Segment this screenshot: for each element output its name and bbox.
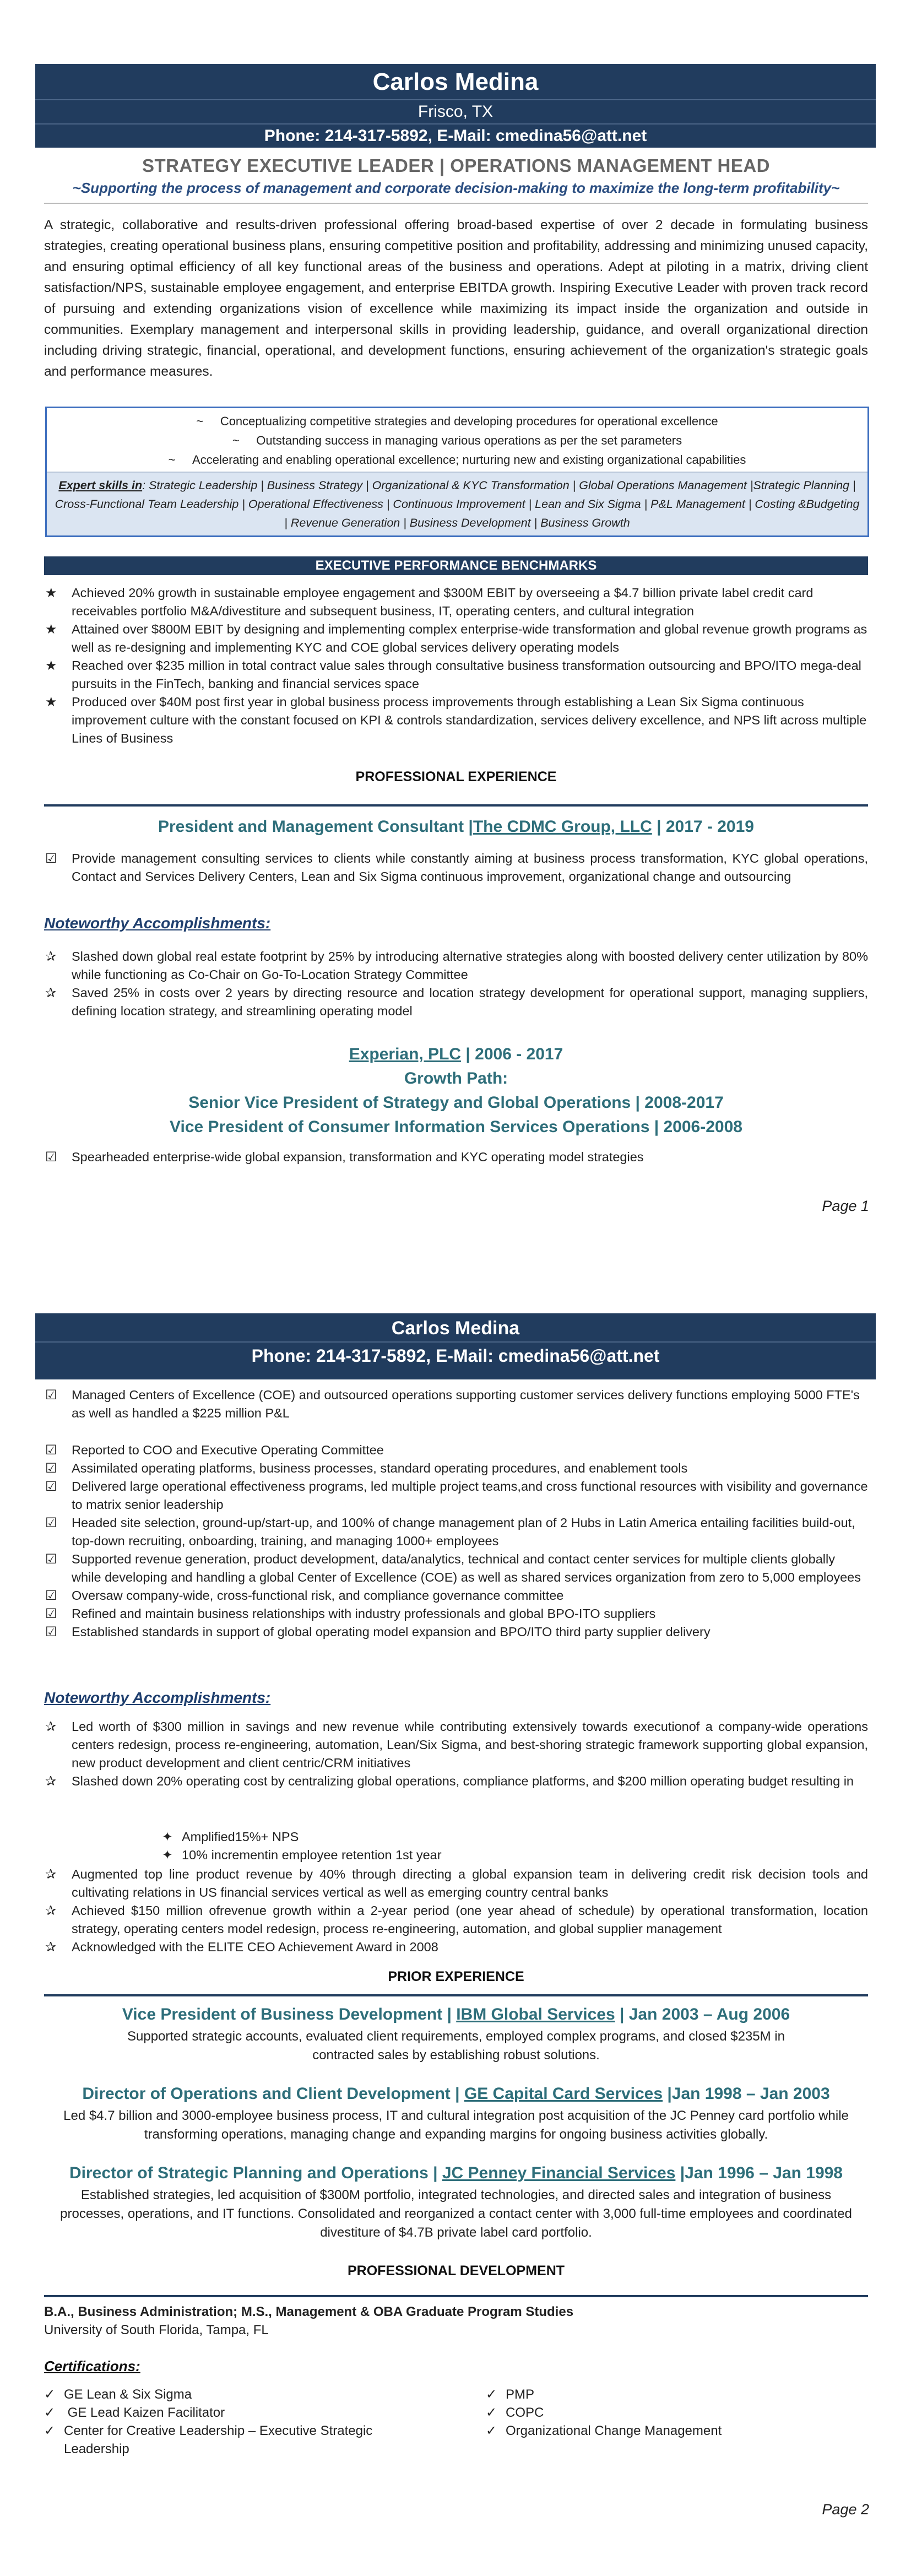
benchmark-item: ★ Attained over $800M EBIT by designing and implementing complex enterprise-wide transformation and global revenue growth programs as well as re-designing and implementing KYC and COE global services delivery operating models xyxy=(44,620,868,657)
expert-skills: Expert skills in: Strategic Leadership | Business Strategy | Organizational & KYC Transformation | Global Operations Management |Strategic Planning | Cross-Functional Team Leadership | Operational Effectiveness | Continuous Improvement | Lean and Six Sigma | P&L Management | Costing &Budgeting | Revenue Generation | Business Development | Business Growth xyxy=(47,472,867,535)
four-point-star-icon: ✦ xyxy=(162,1830,173,1844)
job1-title: President and Management Consultant |The CDMC Group, LLC | 2017 - 2019 xyxy=(158,818,754,836)
prior-role-company: JC Penney Financial Services xyxy=(442,2164,676,2182)
checkbox-icon: ☑ xyxy=(45,1150,57,1165)
job2-duties-b xyxy=(44,1441,868,1641)
candidate-name: Carlos Medina xyxy=(35,64,876,100)
job1-accomplishments xyxy=(44,948,868,1020)
sub-item: ✦ 10% incrementin employee retention 1st year xyxy=(44,1846,868,1864)
section-rule xyxy=(44,2295,868,2297)
benchmark-item: ★ Reached over $235 million in total contract value sales through consultative business transformation outsourcing and BPO/ITO mega-deal pursuits in the FinTech, banking and financial services space xyxy=(44,657,868,693)
check-icon: ✓ xyxy=(44,2387,56,2402)
growth-path: Growth Path: xyxy=(404,1069,508,1087)
prior-experience-title: PRIOR EXPERIENCE xyxy=(388,1969,524,1984)
duty-item: ☑ Headed site selection, ground-up/start-up, and 100% of change management plan of 2 Hubs in Latin America entailing facilities build-out, top-down recruiting, onboarding, training, and managing 1000+ employees xyxy=(44,1514,868,1550)
accomplishment-item: ✰ Augmented top line product revenue by 40% through directing a global expansion team in delivering credit risk decision tools and cultivating relations in US financial services vertical as well as emerging country central banks xyxy=(44,1865,868,1902)
accomplishment-item: ✰ Achieved $150 million ofrevenue growth within a 2-year period (one year ahead of schedule) by operational transformation, location strategy, operating centers model redesign, process re-engineering, automation, and global supplier management xyxy=(44,1902,868,1938)
star-outline-icon: ✰ xyxy=(45,1867,57,1882)
checkbox-icon: ☑ xyxy=(45,1625,57,1639)
star-icon: ★ xyxy=(45,622,57,637)
certs-left xyxy=(44,2385,430,2458)
checkbox-icon: ☑ xyxy=(45,1443,57,1458)
candidate-location: Frisco, TX xyxy=(35,100,876,125)
highlights-box xyxy=(45,407,869,537)
cert-item: ✓ GE Lead Kaizen Facilitator xyxy=(44,2404,430,2422)
job2-duties-a xyxy=(44,1386,868,1422)
check-icon: ✓ xyxy=(486,2387,497,2402)
prior-role-2 xyxy=(44,2085,868,2144)
checkbox-icon: ☑ xyxy=(45,1479,57,1494)
prior-role-1 xyxy=(44,2005,868,2065)
divider xyxy=(44,203,868,204)
checkbox-icon: ☑ xyxy=(45,1516,57,1530)
cert-item: ✓ GE Lean & Six Sigma xyxy=(44,2385,430,2404)
expert-skills-label: Expert skills in xyxy=(58,479,143,492)
checkbox-icon: ☑ xyxy=(45,1606,57,1621)
duty-item: ☑ Delivered large operational effectiveness programs, led multiple project teams,and cross functional resources with visibility and governance to matrix senior leadership xyxy=(44,1478,868,1514)
duty-item: ☑ Spearheaded enterprise-wide global expansion, transformation and KYC operating model strategies xyxy=(44,1148,868,1166)
prior-role-3 xyxy=(44,2164,868,2242)
header-band xyxy=(35,1313,876,1379)
star-icon: ★ xyxy=(45,658,57,673)
star-outline-icon: ✰ xyxy=(45,986,57,1000)
check-icon: ✓ xyxy=(486,2423,497,2438)
checkbox-icon: ☑ xyxy=(45,1461,57,1476)
education xyxy=(44,2303,868,2339)
prior-role-title: Director of Operations and Client Development | GE Capital Card Services |Jan 1998 – Jan 2003 xyxy=(82,2085,830,2103)
cert-item: ✓ PMP xyxy=(486,2385,816,2404)
header-band xyxy=(35,64,876,148)
benchmarks-title: EXECUTIVE PERFORMANCE BENCHMARKS xyxy=(44,556,868,575)
job2-role-1: Senior Vice President of Strategy and Global Operations | 2008-2017 xyxy=(188,1094,724,1112)
star-icon: ★ xyxy=(45,695,57,710)
star-outline-icon: ✰ xyxy=(45,1774,57,1789)
cert-item: ✓ Organizational Change Management xyxy=(486,2422,816,2440)
check-icon: ✓ xyxy=(44,2423,56,2438)
sub-item: ✦ Amplified15%+ NPS xyxy=(44,1828,868,1846)
section-rule xyxy=(44,804,868,807)
resume-page-1 xyxy=(0,0,911,1262)
check-icon: ✓ xyxy=(44,2405,56,2420)
job2-company: Experian, PLC xyxy=(349,1045,462,1063)
experience-title: PROFESSIONAL EXPERIENCE xyxy=(355,769,557,784)
job2-block xyxy=(44,1042,868,1139)
job2-company-line: Experian, PLC | 2006 - 2017 xyxy=(349,1045,563,1063)
star-outline-icon: ✰ xyxy=(45,1719,57,1734)
page-number: Page 1 xyxy=(822,1198,869,1214)
prior-role-title: Vice President of Business Development | IBM Global Services | Jan 2003 – Aug 2006 xyxy=(122,2005,790,2023)
highlight-item: ~ Accelerating and enabling operational excellence; nurturing new and existing organizational capabilities xyxy=(168,453,746,467)
headline: STRATEGY EXECUTIVE LEADER | OPERATIONS MANAGEMENT HEAD xyxy=(142,155,770,176)
contact-line: Phone: 214-317-5892, E-Mail: cmedina56@att.net xyxy=(264,127,647,145)
page-number: Page 2 xyxy=(822,2501,869,2518)
accomplishment-item: ✰ Slashed down global real estate footprint by 25% by introducing alternative strategies along with boosted delivery center utilization by 80% while functioning as Co-Chair on Go-To-Location Strategy Committee xyxy=(44,948,868,984)
duty-item: ☑ Provide management consulting services to clients while constantly aiming at business process transformation, KYC global operations, Contact and Services Delivery Centers, Lean and Six Sigma continuous improvement, organizational change and outsourcing xyxy=(44,849,868,886)
duty-item: ☑ Managed Centers of Excellence (COE) and outsourced operations supporting customer services delivery functions employing 5000 FTE's as well as handled a $225 million P&L xyxy=(44,1386,868,1422)
cert-item: ✓ Center for Creative Leadership – Executive Strategic Leadership xyxy=(44,2422,430,2458)
job1-company: The CDMC Group, LLC xyxy=(473,818,652,836)
checkbox-icon: ☑ xyxy=(45,1388,57,1403)
professional-summary: A strategic, collaborative and results-driven professional offering broad-based expertise of over 2 decade in formulating business strategies, creating operational business plans, ensuring competitive position and profitability, addressing and minimizing unused capacity, and ensuring optimal efficiency of all key functional areas of the business and operations. Adept at piloting in a matrix, driving client satisfaction/NPS, sustainable employee engagement, and enterprise EBITDA growth. Inspiring Executive Leader with proven track record of pursuing and extending organizations vision of excellence while maximizing its impact inside the organization and outside in communities. Exemplary management and interpersonal skills in providing leadership, guidance, and overall organizational direction including driving strategic, financial, operational, and development functions, ensuring achievement of the organization's strategic goals and performance measures. xyxy=(44,218,868,379)
benchmark-item: ★ Produced over $40M post first year in global business process improvements through establishing a Lean Six Sigma continuous improvement culture with the constant focused on KPI & controls standardization, services delivery excellence, and NPS lift across multiple Lines of Business xyxy=(44,693,868,748)
noteworthy-heading: Noteworthy Accomplishments: xyxy=(44,1689,271,1706)
section-rule xyxy=(44,1994,868,1996)
accomplishment-item: ✰ Saved 25% in costs over 2 years by directing resource and location strategy development for operational support, managing suppliers, defining location strategy, and streamlining operating model xyxy=(44,984,868,1020)
noteworthy-heading: Noteworthy Accomplishments: xyxy=(44,914,271,932)
four-point-star-icon: ✦ xyxy=(162,1848,173,1862)
duty-item: ☑ Established standards in support of global operating model expansion and BPO/ITO third party supplier delivery xyxy=(44,1623,868,1641)
job2-role-2: Vice President of Consumer Information Services Operations | 2006-2008 xyxy=(170,1118,742,1136)
benchmark-item: ★ Achieved 20% growth in sustainable employee engagement and $300M EBIT by overseeing a $4.7 billion private label credit card receivables portfolio M&A/divestiture and subsequent business, IT, operating centers, and cultural integration xyxy=(44,584,868,620)
prior-role-company: GE Capital Card Services xyxy=(464,2085,663,2103)
star-icon: ★ xyxy=(45,586,57,600)
accomplishment-sublist xyxy=(44,1828,868,1864)
accomplishment-item: ✰ Slashed down 20% operating cost by centralizing global operations, compliance platforms, and $200 million operating budget resulting in xyxy=(44,1772,868,1790)
star-outline-icon: ✰ xyxy=(45,949,57,964)
resume-page-2 xyxy=(0,1289,911,2576)
cert-item: ✓ COPC xyxy=(486,2404,816,2422)
prior-role-company: IBM Global Services xyxy=(456,2005,615,2023)
star-outline-icon: ✰ xyxy=(45,1903,57,1918)
duty-item: ☑ Refined and maintain business relationships with industry professionals and global BPO-ITO suppliers xyxy=(44,1605,868,1623)
duty-item: ☑ Supported revenue generation, product development, data/analytics, technical and contact center services for multiple clients globally while developing and handling a global Center of Excellence (COE) as well as shared services organization from zero to 5,000 employees xyxy=(44,1550,868,1587)
certs-right xyxy=(486,2385,816,2440)
prior-role-description: Led $4.7 billion and 3000-employee business process, IT and cultural integration post acquisition of the JC Penney card portfolio while transforming operations, managing change and expanding margins for ongoing business activities globally. xyxy=(63,2108,849,2142)
duty-item: ☑ Reported to COO and Executive Operating Committee xyxy=(44,1441,868,1459)
certifications-heading: Certifications: xyxy=(44,2358,140,2374)
prior-role-title: Director of Strategic Planning and Operations | JC Penney Financial Services |Jan 1996 – Jan 1998 xyxy=(69,2164,843,2182)
benchmarks-list xyxy=(44,584,868,748)
checkbox-icon: ☑ xyxy=(45,1588,57,1603)
school: University of South Florida, Tampa, FL xyxy=(44,2323,269,2337)
checkbox-icon: ☑ xyxy=(45,851,57,866)
candidate-name: Carlos Medina xyxy=(35,1313,876,1343)
contact-line: Phone: 214-317-5892, E-Mail: cmedina56@att.net xyxy=(251,1346,660,1366)
duty-item: ☑ Oversaw company-wide, cross-functional risk, and compliance governance committee xyxy=(44,1587,868,1605)
development-title: PROFESSIONAL DEVELOPMENT xyxy=(347,2263,565,2279)
checkbox-icon: ☑ xyxy=(45,1552,57,1567)
job2-accomplishments-b xyxy=(44,1865,868,1956)
duty-item: ☑ Assimilated operating platforms, business processes, standard operating procedures, and enablement tools xyxy=(44,1459,868,1478)
tagline: ~Supporting the process of management and corporate decision-making to maximize the long-term profitability~ xyxy=(72,180,840,196)
accomplishment-item: ✰ Acknowledged with the ELITE CEO Achievement Award in 2008 xyxy=(44,1938,868,1956)
prior-role-description: Supported strategic accounts, evaluated client requirements, employed complex programs, and closed $235M in contracted sales by establishing robust solutions. xyxy=(127,2029,785,2063)
check-icon: ✓ xyxy=(486,2405,497,2420)
highlight-item: ~ Outstanding success in managing various operations as per the set parameters xyxy=(232,434,682,447)
highlight-item: ~ Conceptualizing competitive strategies and developing procedures for operational excellence xyxy=(196,414,718,428)
job2-accomplishments-a xyxy=(44,1718,868,1790)
star-outline-icon: ✰ xyxy=(45,1940,57,1955)
accomplishment-item: ✰ Led worth of $300 million in savings and new revenue while contributing extensively towards executionof a company-wide operations centers redesign, process re-engineering, automation, Lean/Six Sigma, and best-shoring strategic framework supporting global expansion, new product development and client centric/CRM initiatives xyxy=(44,1718,868,1772)
job2-duties xyxy=(44,1148,868,1166)
prior-role-description: Established strategies, led acquisition of $300M portfolio, integrated technologies, and directed sales and integration of business processes, operations, and IT functions. Consolidated and reorganized a contact center with 3,000 full-time employees and coordinated divestiture of $4.7B private label card portfolio. xyxy=(60,2188,852,2240)
degree: B.A., Business Administration; M.S., Management & OBA Graduate Program Studies xyxy=(44,2304,574,2319)
job1-duties xyxy=(44,849,868,886)
